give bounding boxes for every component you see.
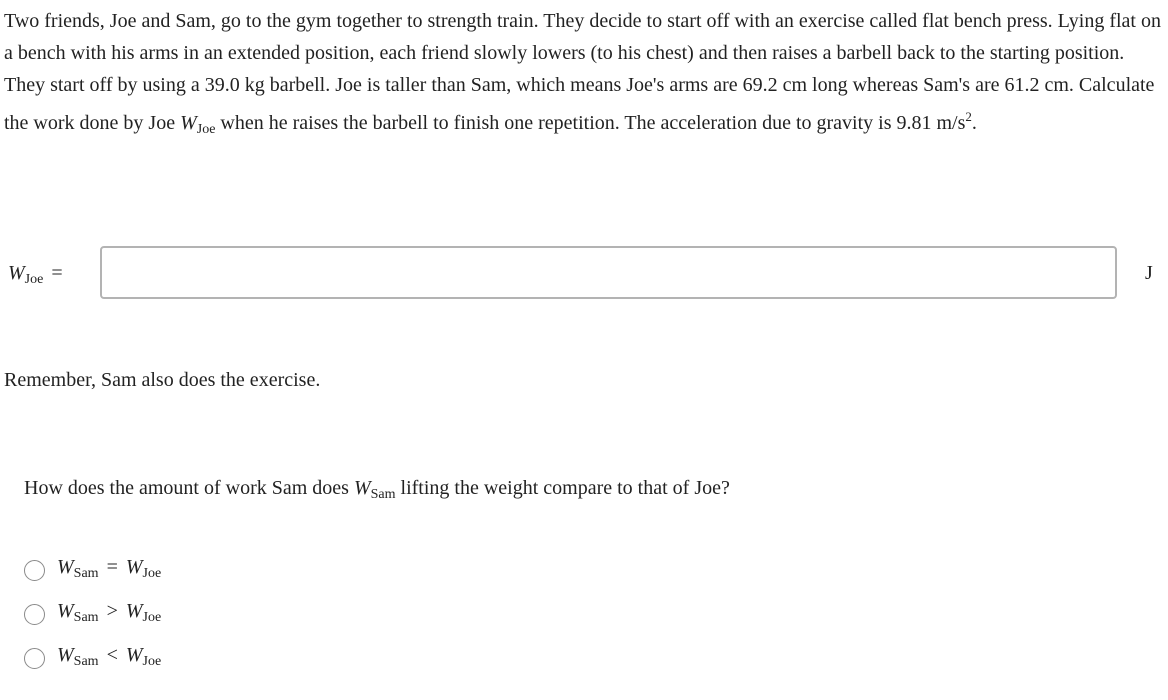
problem-text-part2: when he raises the barbell to finish one repetition. The acceleration due to gravity is 9.81 m/s <box>215 112 966 134</box>
option-right-var <box>125 643 162 669</box>
option-right-var <box>125 599 162 625</box>
answer-unit: J <box>1145 262 1153 284</box>
problem-text-part3: . <box>971 112 977 134</box>
option-label <box>57 555 161 586</box>
radio-button[interactable] <box>24 560 45 581</box>
problem-work-symbol <box>180 112 216 137</box>
reminder-text: Remember, Sam also does the exercise. <box>4 369 321 391</box>
answer-label-subscript: Joe <box>24 272 44 287</box>
option-left-var-main: W <box>57 599 74 622</box>
radio-button[interactable] <box>24 604 45 625</box>
option-left-subscript: Sam <box>73 565 99 581</box>
problem-text-part1: Two friends, Joe and Sam, go to the gym together to strength train. They decide to start off with an exercise called flat bench press. Lying flat on a bench with his arms in an extended position, each friend slowly lowers (to his chest) and then raises a barbell back to the starting position. They start off by using a 39.0 kg barbell. Joe is taller than Sam, which means Joe's arms are 69.2 cm long whereas Sam's are 61.2 cm. Calculate the work done by Joe <box>4 10 1161 134</box>
option-greater[interactable] <box>24 592 161 636</box>
question-work-symbol <box>353 477 396 502</box>
comparison-question <box>24 474 730 509</box>
option-right-var <box>125 555 162 581</box>
option-right-var-main: W <box>125 643 143 666</box>
answer-row <box>0 246 1168 300</box>
option-right-subscript: Joe <box>142 609 162 625</box>
answer-label-var-main: W <box>8 262 25 284</box>
problem-work-subscript: Joe <box>196 122 216 137</box>
option-equal[interactable] <box>24 548 161 592</box>
option-left-var <box>57 599 99 625</box>
option-label <box>57 599 161 630</box>
option-operator: = <box>106 555 118 578</box>
option-operator: > <box>106 599 118 622</box>
option-right-var-main: W <box>125 555 143 578</box>
work-joe-input[interactable] <box>100 246 1117 299</box>
radio-button[interactable] <box>24 648 45 669</box>
question-text-part1: How does the amount of work Sam does <box>24 477 354 499</box>
option-operator: < <box>106 643 118 666</box>
problem-superscript: 2 <box>965 109 972 124</box>
option-right-var-main: W <box>125 599 143 622</box>
answer-equals-sign: = <box>51 262 63 284</box>
option-left-var <box>57 643 99 669</box>
option-left-subscript: Sam <box>73 653 99 669</box>
option-less[interactable] <box>24 636 161 680</box>
question-work-subscript: Sam <box>370 487 396 502</box>
problem-work-var: W <box>180 112 197 134</box>
option-left-subscript: Sam <box>73 609 99 625</box>
option-left-var-main: W <box>57 555 74 578</box>
answer-label-var <box>8 262 44 287</box>
answer-label <box>8 260 63 293</box>
option-left-var <box>57 555 99 581</box>
option-right-subscript: Joe <box>142 565 162 581</box>
option-label <box>57 643 161 674</box>
option-left-var-main: W <box>57 643 74 666</box>
option-right-subscript: Joe <box>142 653 162 669</box>
question-text-part2: lifting the weight compare to that of Joe? <box>395 477 730 499</box>
question-work-var: W <box>353 477 371 499</box>
problem-statement <box>4 5 1164 146</box>
comparison-options <box>24 548 161 680</box>
